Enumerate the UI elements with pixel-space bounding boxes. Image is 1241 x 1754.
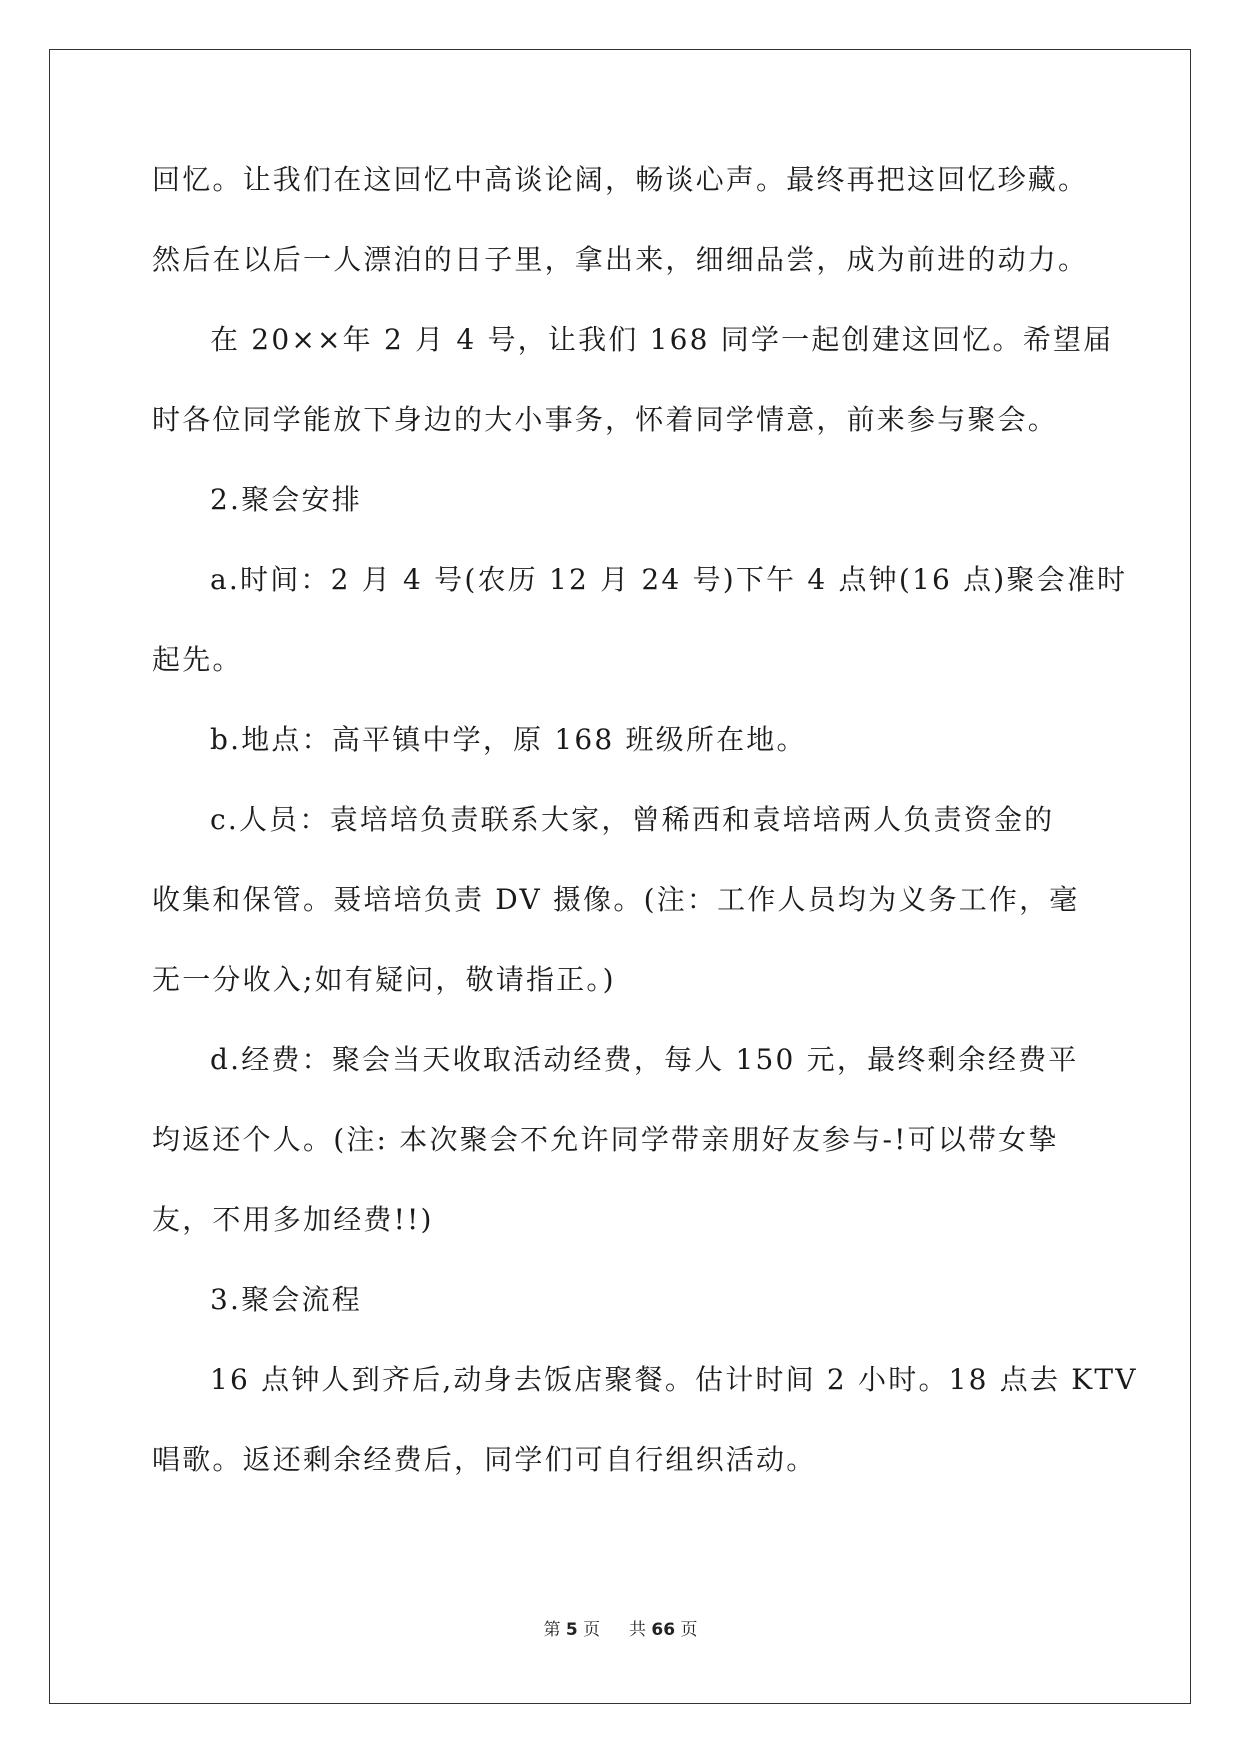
body-line: 回忆。让我们在这回忆中高谈论阔，畅谈心声。最终再把这回忆珍藏。 bbox=[152, 163, 1089, 196]
section-heading: 3.聚会流程 bbox=[210, 1283, 362, 1316]
paragraph-line: b.地点：高平镇中学，原 168 班级所在地。 bbox=[210, 723, 807, 756]
paragraph-line: a.时间：2 月 4 号(农历 12 月 24 号)下午 4 点钟(16 点)聚会准时 bbox=[210, 563, 1128, 596]
page-suffix: 页 bbox=[583, 1620, 601, 1640]
total-suffix: 页 bbox=[680, 1620, 698, 1640]
body-line: 无一分收入;如有疑问，敬请指正。) bbox=[152, 963, 616, 996]
total-pages: 66 bbox=[651, 1620, 676, 1640]
body-line: 友，不用多加经费!!) bbox=[152, 1203, 434, 1236]
page-footer bbox=[0, 1615, 1241, 1640]
body-line: 唱歌。返还剩余经费后，同学们可自行组织活动。 bbox=[152, 1443, 817, 1476]
body-line: 起先。 bbox=[152, 643, 243, 676]
paragraph-line: c.人员：袁培培负责联系大家，曾稀西和袁培培两人负责资金的 bbox=[210, 803, 1055, 836]
section-heading: 2.聚会安排 bbox=[210, 483, 362, 516]
page-number: 5 bbox=[565, 1620, 578, 1640]
paragraph-line: d.经费：聚会当天收取活动经费，每人 150 元，最终剩余经费平 bbox=[210, 1043, 1079, 1076]
body-line: 收集和保管。聂培培负责 DV 摄像。(注：工作人员均为义务工作，毫 bbox=[152, 883, 1080, 916]
total-prefix: 共 bbox=[628, 1620, 646, 1640]
paragraph-line: 在 20××年 2 月 4 号，让我们 168 同学一起创建这回忆。希望届 bbox=[210, 323, 1114, 356]
page-prefix: 第 bbox=[543, 1620, 561, 1640]
paragraph-line: 16 点钟人到齐后,动身去饭店聚餐。估计时间 2 小时。18 点去 KTV bbox=[210, 1363, 1138, 1396]
body-line: 然后在以后一人漂泊的日子里，拿出来，细细品尝，成为前进的动力。 bbox=[152, 243, 1089, 276]
body-line: 时各位同学能放下身边的大小事务，怀着同学情意，前来参与聚会。 bbox=[152, 403, 1059, 436]
body-line: 均返还个人。(注: 本次聚会不允许同学带亲朋好友参与-!可以带女挚 bbox=[152, 1123, 1059, 1156]
